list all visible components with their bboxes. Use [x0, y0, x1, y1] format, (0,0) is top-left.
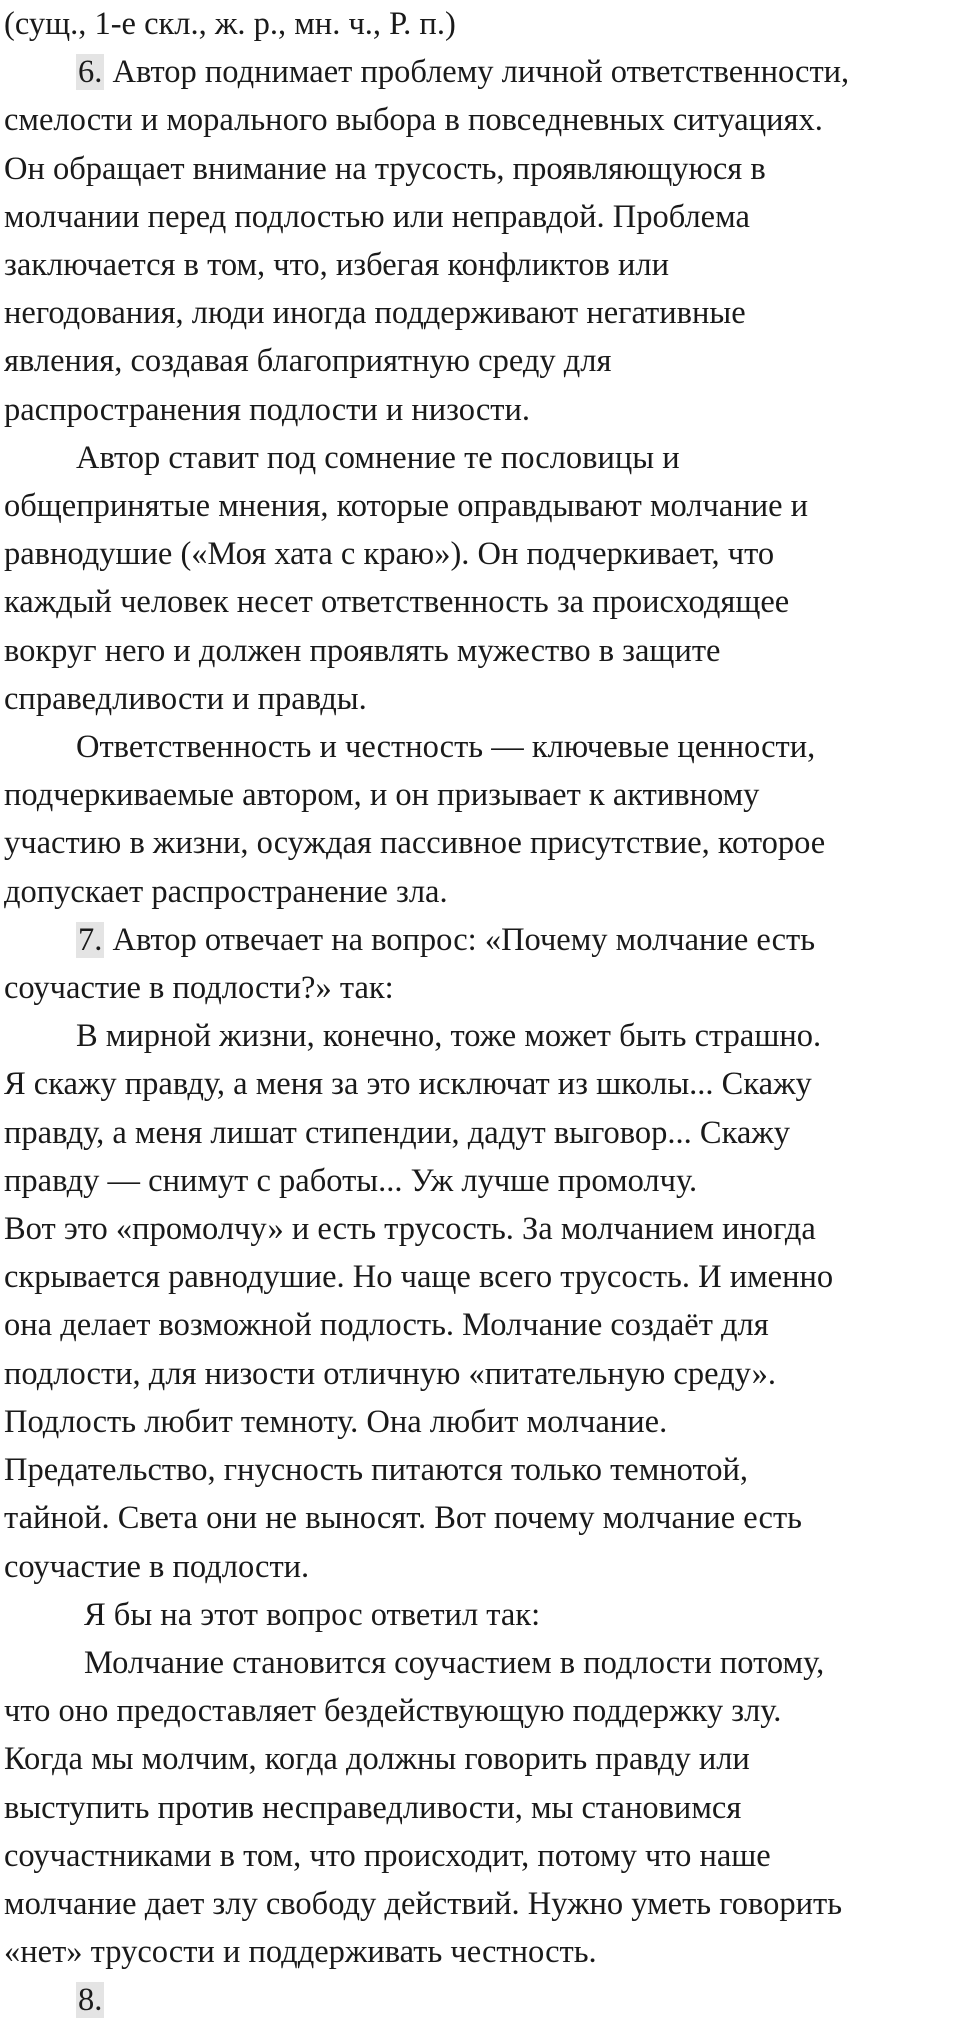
quote-line: подлости, для низости отличную «питательную среду».	[4, 1355, 777, 1392]
text-line: смелости и морального выбора в повседневных ситуациях.	[4, 102, 823, 139]
text-line: участию в жизни, осуждая пассивное присутствие, которое	[4, 825, 826, 862]
quote-line: правду, а меня лишат стипендии, дадут выговор... Скажу	[4, 1114, 790, 1151]
quote-line: Подлость любит темноту. Она любит молчание.	[4, 1403, 668, 1440]
section-number-8: 8.	[78, 1982, 103, 2019]
text-line: Когда мы молчим, когда должны говорить правду или	[4, 1741, 750, 1778]
text-line: соучастниками в том, что происходит, потому что наше	[4, 1837, 771, 1874]
quote-line: Я скажу правду, а меня за это исключат из школы... Скажу	[4, 1066, 812, 1103]
text-line: молчании перед подлостью или неправдой. Проблема	[4, 198, 750, 235]
text-line: соучастие в подлости?» так:	[4, 970, 394, 1007]
text-line: «нет» трусости и поддерживать честность.	[4, 1934, 597, 1971]
paragraph-7-first-line	[4, 916, 954, 964]
text-line: что оно предоставляет бездействующую поддержку злу.	[4, 1693, 782, 1730]
quote-line: правду — снимут с работы... Уж лучше промолчу.	[4, 1162, 698, 1199]
text-line: допускает распространение зла.	[4, 873, 448, 910]
quote-line: Вот это «промолчу» и есть трусость. За молчанием иногда	[4, 1211, 816, 1248]
text-line: общепринятые мнения, которые оправдывают молчание и	[4, 488, 809, 525]
quote-line: Предательство, гнусность питаются только темнотой,	[4, 1452, 749, 1489]
text-line: Ответственность и честность — ключевые ценности,	[76, 729, 816, 766]
quote-line: она делает возможной подлость. Молчание создаёт для	[4, 1307, 769, 1344]
text-line: подчеркиваемые автором, и он призывает к активному	[4, 777, 760, 814]
text-line: явления, создавая благоприятную среду для	[4, 343, 612, 380]
text-line: справедливости и правды.	[4, 680, 367, 717]
section-number-7: 7.	[78, 921, 103, 958]
text-line: выступить против несправедливости, мы становимся	[4, 1789, 742, 1826]
paragraph-8-first-line	[4, 1976, 954, 2024]
text-line: Автор отвечает на вопрос: «Почему молчание есть	[112, 921, 816, 958]
text-line: равнодушие («Моя хата с краю»). Он подчеркивает, что	[4, 536, 775, 573]
text-line: Автор поднимает проблему личной ответственности,	[112, 54, 850, 91]
text-line: распространения подлости и низости.	[4, 391, 530, 428]
text-line: негодования, люди иногда поддерживают негативные	[4, 295, 746, 332]
quote-line: тайной. Света они не выносят. Вот почему молчание есть	[4, 1500, 802, 1537]
text-line: Автор ставит под сомнение те пословицы и	[76, 439, 680, 476]
text-line: заключается в том, что, избегая конфликтов или	[4, 247, 670, 284]
text-line: каждый человек несет ответственность за происходящее	[4, 584, 790, 621]
section-number-6: 6.	[78, 54, 103, 91]
quote-line: скрывается равнодушие. Но чаще всего трусость. И именно	[4, 1259, 834, 1296]
document-page	[4, 0, 954, 2025]
quote-line: соучастие в подлости.	[4, 1548, 310, 1585]
text-line: Молчание становится соучастием в подлости потому,	[84, 1644, 825, 1681]
text-line: Он обращает внимание на трусость, проявляющуюся в	[4, 150, 766, 187]
text-line: молчание дает злу свободу действий. Нужно уметь говорить	[4, 1885, 843, 1922]
paragraph-6-first-line	[4, 48, 954, 96]
text-line: Я бы на этот вопрос ответил так:	[84, 1596, 541, 1633]
quote-line: В мирной жизни, конечно, тоже может быть страшно.	[76, 1018, 822, 1055]
text-line: вокруг него и должен проявлять мужество в защите	[4, 632, 721, 669]
text-line: (сущ., 1-е скл., ж. р., мн. ч., Р. п.)	[4, 6, 456, 42]
